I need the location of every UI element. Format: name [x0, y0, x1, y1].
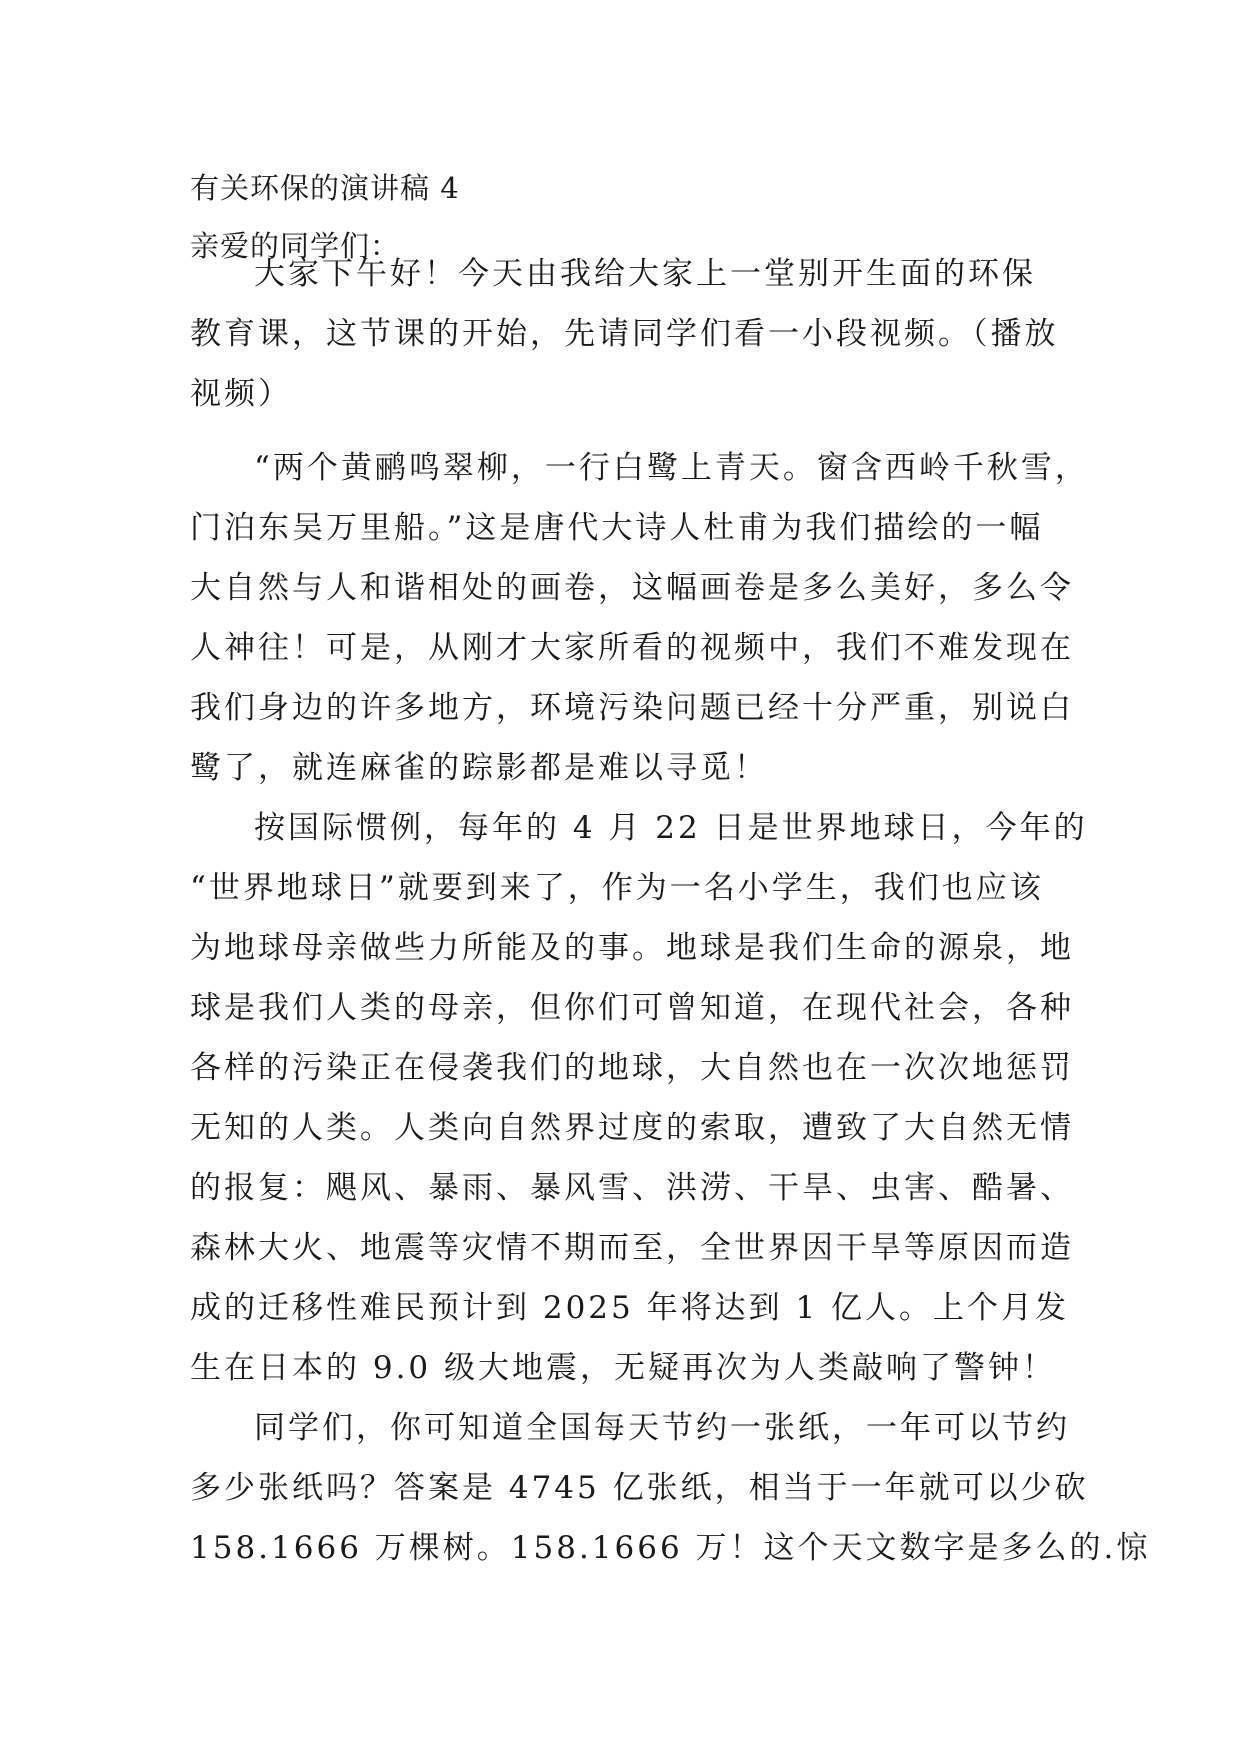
greeting-line: 亲爱的同学们： — [190, 229, 401, 263]
paragraph-3-line-8: 森林大火、地震等灾情不期而至，全世界因干旱等原因而造 — [190, 1230, 1074, 1266]
paragraph-4-line-2: 多少张纸吗？答案是 4745 亿张纸，相当于一年就可以少砍 — [190, 1470, 1089, 1506]
paragraph-2-line-5: 我们身边的许多地方，环境污染问题已经十分严重，别说白 — [190, 690, 1074, 726]
paragraph-3-line-4: 球是我们人类的母亲，但你们可曾知道，在现代社会，各种 — [190, 990, 1074, 1026]
paragraph-2-line-2: 门泊东吴万里船。”这是唐代大诗人杜甫为我们描绘的一幅 — [190, 510, 1044, 546]
paragraph-4-line-1: 同学们，你可知道全国每天节约一张纸，一年可以节约 — [254, 1410, 1070, 1446]
paragraph-3-line-6: 无知的人类。人类向自然界过度的索取，遭致了大自然无情 — [190, 1110, 1074, 1146]
paragraph-4-line-3: 158.1666 万棵树。158.1666 万！这个天文数字是多么的.惊 — [190, 1530, 1151, 1566]
paragraph-3-line-1: 按国际惯例，每年的 4 月 22 日是世界地球日，今年的 — [254, 810, 1088, 846]
paragraph-3-line-9: 成的迁移性难民预计到 2025 年将达到 1 亿人。上个月发 — [190, 1290, 1070, 1326]
paragraph-1-line-2: 教育课，这节课的开始，先请同学们看一小段视频。（播放 — [190, 316, 1059, 352]
paragraph-3-line-7: 的报复：飓风、暴雨、暴风雪、洪涝、干旱、虫害、酷暑、 — [190, 1170, 1074, 1206]
paragraph-3-line-5: 各样的污染正在侵袭我们的地球，大自然也在一次次地惩罚 — [190, 1050, 1074, 1086]
paragraph-2-line-6: 鹭了，就连麻雀的踪影都是难以寻觅！ — [190, 750, 768, 786]
paragraph-3-line-2: “世界地球日”就要到来了，作为一名小学生，我们也应该 — [190, 870, 1044, 906]
paragraph-3-line-3: 为地球母亲做些力所能及的事。地球是我们生命的源泉，地 — [190, 930, 1074, 966]
paragraph-2-line-4: 人神往！可是，从刚才大家所看的视频中，我们不难发现在 — [190, 630, 1074, 666]
document-title: 有关环保的演讲稿 4 — [190, 171, 460, 205]
paragraph-2-line-1: “两个黄鹂鸣翠柳，一行白鹭上青天。窗含西岭千秋雪， — [254, 450, 1089, 486]
paragraph-2-line-3: 大自然与人和谐相处的画卷，这幅画卷是多么美好，多么令 — [190, 570, 1074, 606]
paragraph-3-line-10: 生在日本的 9.0 级大地震，无疑再次为人类敲响了警钟！ — [190, 1350, 1057, 1386]
paragraph-1-line-3: 视频） — [190, 376, 292, 412]
paragraph-1-line-1: 大家下午好！今天由我给大家上一堂别开生面的环保 — [254, 256, 1036, 292]
